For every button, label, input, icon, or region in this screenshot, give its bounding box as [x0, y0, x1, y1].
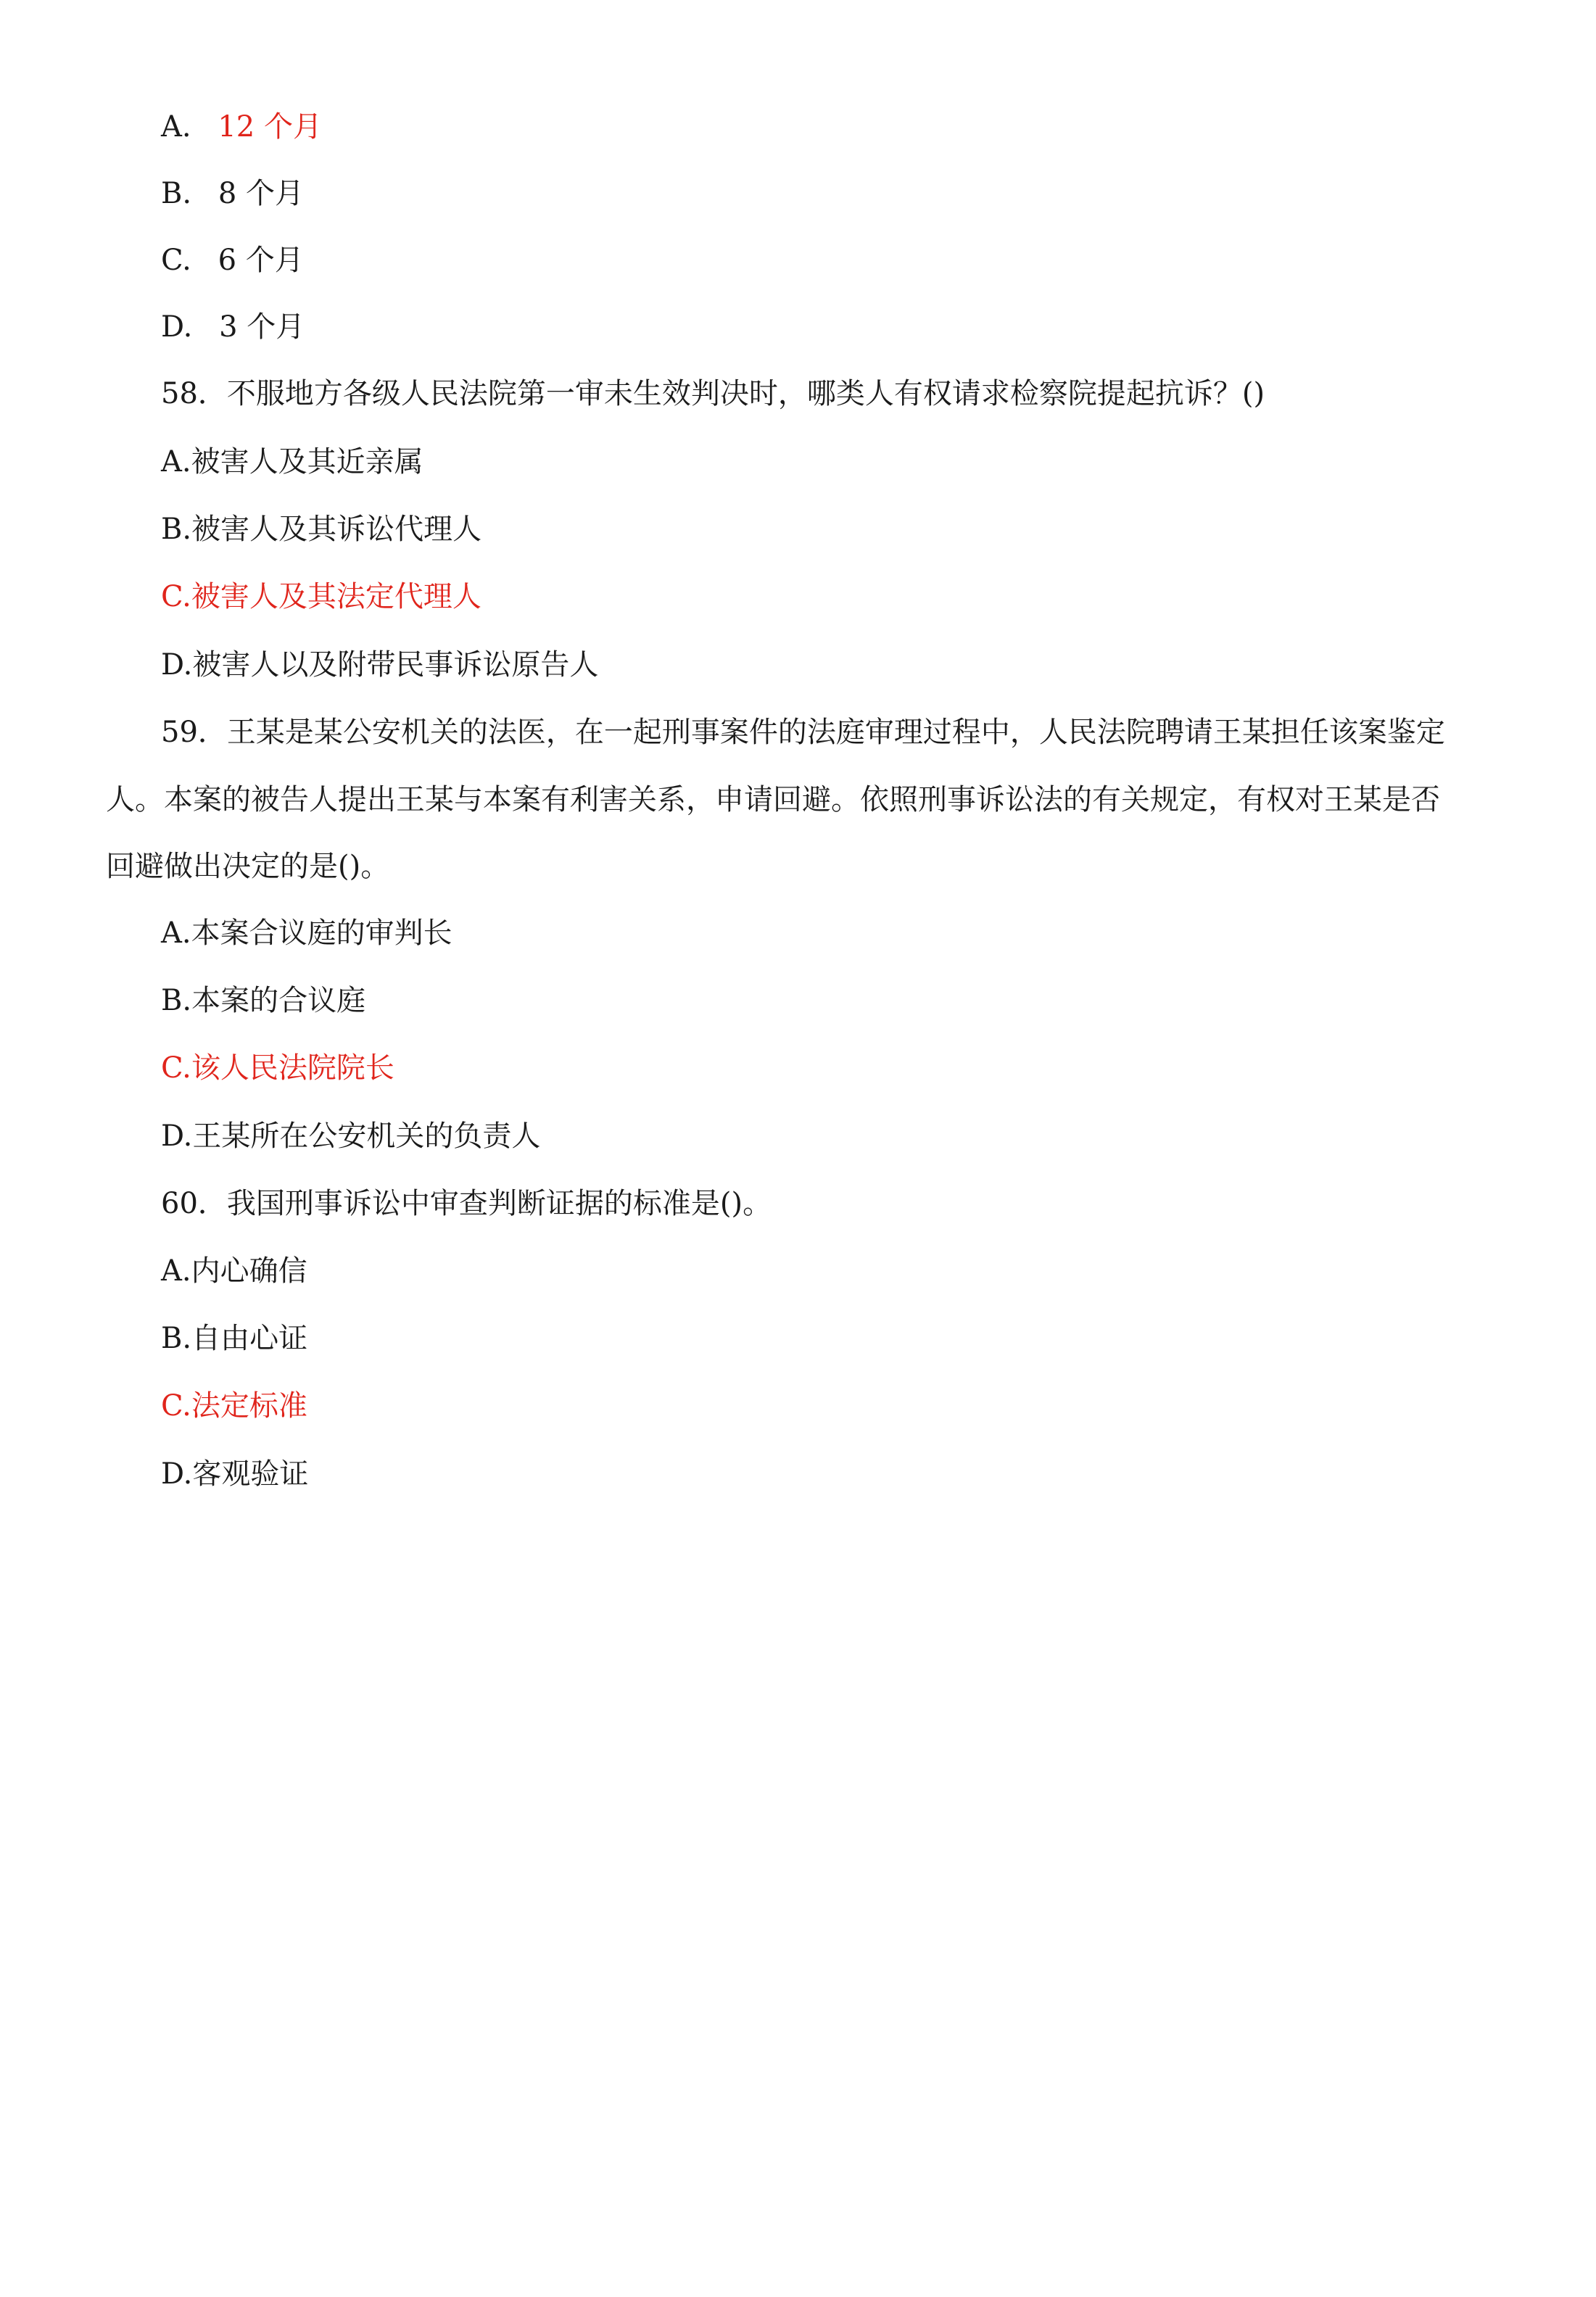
q59-stem-line-1: 59．王某是某公安机关的法医，在一起刑事案件的法庭审理过程中，人民法院聘请王某担任该案鉴定 [161, 716, 1445, 749]
q58-option-c-correct: C.被害人及其法定代理人 [161, 580, 481, 613]
q60-option-c-correct: C.法定标准 [161, 1389, 307, 1423]
q59-stem-line-3: 回避做出决定的是()。 [106, 850, 390, 883]
option-text-correct: 12 个月 [218, 110, 322, 144]
q59-option-d: D.王某所在公安机关的负责人 [161, 1119, 541, 1153]
option-text: 6 个月 [218, 244, 304, 277]
q57-option-a [161, 109, 322, 145]
q60-stem: 60．我国刑事诉讼中审查判断证据的标准是()。 [161, 1187, 772, 1220]
q57-option-d [161, 309, 305, 345]
option-text: 8 个月 [218, 177, 304, 210]
q57-option-b [161, 175, 304, 212]
q59-stem-line-2: 人。本案的被告人提出王某与本案有利害关系，申请回避。依照刑事诉讼法的有关规定，有权对王某是否 [106, 783, 1440, 816]
q59-option-c-correct: C.该人民法院院长 [161, 1051, 394, 1085]
q60-option-a: A.内心确信 [161, 1254, 307, 1288]
option-label: B. [161, 177, 192, 210]
option-text: 3 个月 [219, 310, 305, 344]
q57-option-c [161, 242, 304, 278]
q58-option-d: D.被害人以及附带民事诉讼原告人 [161, 648, 599, 682]
q58-option-a: A.被害人及其近亲属 [161, 445, 423, 479]
option-label: C. [161, 244, 191, 277]
q59-option-b: B.本案的合议庭 [161, 984, 366, 1017]
option-label: D. [161, 310, 193, 344]
q60-option-d: D.客观验证 [161, 1457, 309, 1491]
option-label: A. [161, 110, 191, 144]
q58-option-b: B.被害人及其诉讼代理人 [161, 513, 482, 546]
q59-option-a: A.本案合议庭的审判长 [161, 916, 452, 950]
q60-option-b: B.自由心证 [161, 1322, 308, 1355]
q58-stem: 58．不服地方各级人民法院第一审未生效判决时，哪类人有权请求检察院提起抗诉？() [161, 377, 1265, 410]
